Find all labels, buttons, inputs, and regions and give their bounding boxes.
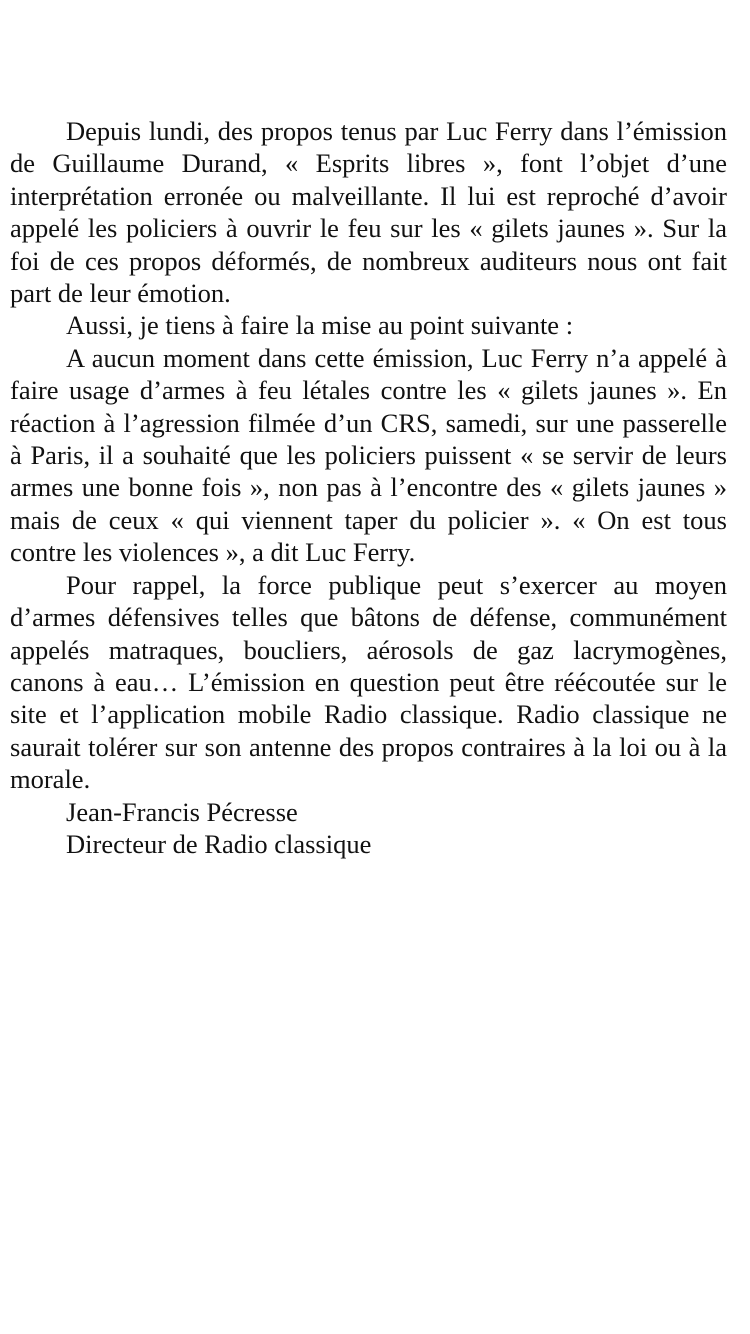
paragraph-clarification: A aucun moment dans cette émission, Luc Ferry n’a appelé à faire usage d’armes à feu létales contre les « gilets jaunes ». En réaction à l’agression filmée d’un CRS, samedi, sur une passerelle à Paris, il a souhaité que les policiers puissent « se servir de leurs armes une bonne fois », non pas à l’encontre des « gilets jaunes » mais de ceux « qui viennent taper du policier ». « On est tous contre les violences », a dit Luc Ferry. — [10, 342, 727, 568]
signature-name: Jean-Francis Pécresse — [66, 796, 298, 827]
document-body — [10, 115, 727, 860]
signature-title: Directeur de Radio classique — [66, 828, 372, 859]
paragraph-intro: Depuis lundi, des propos tenus par Luc Ferry dans l’émission de Guillaume Durand, « Esprits libres », font l’objet d’une interprétation erronée ou malveillante. Il lui est reproché d’avoir appelé les policiers à ouvrir le feu sur les « gilets jaunes ». Sur la foi de ces propos déformés, de nombreux auditeurs nous ont fait part de leur émotion. — [10, 116, 727, 309]
paragraph-reminder: Pour rappel, la force publique peut s’exercer au moyen d’armes défensives telles que bâtons de défense, communément appelés matraques, boucliers, aérosols de gaz lacrymogènes, canons à eau… L’émission en question peut être réécoutée sur le site et l’application mobile Radio classique. Radio classique ne saurait tolérer sur son antenne des propos contraires à la loi ou à la morale. — [10, 569, 727, 795]
paragraph-clarification-lead: Aussi, je tiens à faire la mise au point suivante : — [66, 310, 574, 341]
